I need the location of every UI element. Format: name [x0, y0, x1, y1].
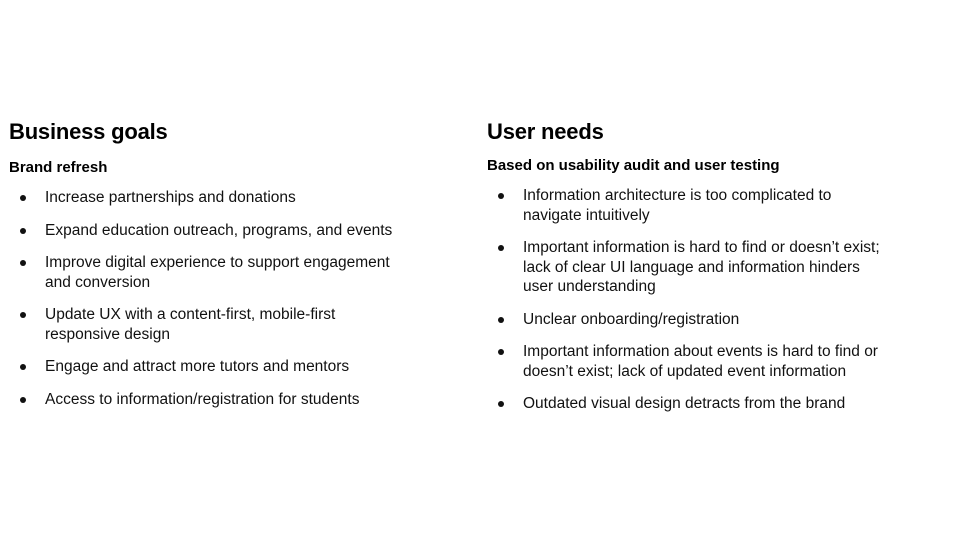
business-goals-heading: Business goals [9, 119, 168, 144]
bullet-icon [498, 245, 504, 251]
list-item-text: Update UX with a content-first, mobile-first responsive design [45, 306, 336, 343]
list-item-text: Unclear onboarding/registration [523, 310, 740, 328]
list-item [9, 253, 409, 292]
bullet-icon [20, 364, 26, 370]
business-goals-column [9, 118, 409, 422]
list-item-text: Outdated visual design detracts from the brand [523, 395, 846, 412]
list-item-text: Important information about events is hard to find or doesn’t exist; lack of updated event information [523, 343, 878, 380]
list-item-text: Increase partnerships and donations [45, 189, 296, 206]
list-item [487, 310, 887, 330]
list-item [9, 188, 409, 208]
bullet-icon [20, 228, 26, 234]
bullet-icon [498, 401, 504, 407]
list-item-text: Improve digital experience to support engagement and conversion [45, 254, 390, 291]
bullet-icon [20, 312, 26, 318]
list-item [487, 238, 887, 297]
list-item [9, 221, 409, 241]
list-item [487, 342, 887, 381]
list-item-text: Engage and attract more tutors and mentors [45, 358, 350, 375]
list-item-text: Expand education outreach, programs, and events [45, 221, 393, 239]
business-goals-subheading: Brand refresh [9, 159, 108, 176]
list-item-text: Access to information/registration for students [45, 390, 360, 408]
list-item [9, 357, 409, 377]
bullet-icon [20, 195, 26, 201]
bullet-icon [498, 349, 504, 355]
list-item [9, 390, 409, 410]
bullet-icon [498, 317, 504, 323]
list-item [9, 305, 409, 344]
user-needs-subheading: Based on usability audit and user testing [487, 157, 780, 174]
list-item-text: Important information is hard to find or doesn’t exist; lack of clear UI language and information hinders user understanding [523, 239, 880, 295]
user-needs-heading: User needs [487, 119, 604, 144]
bullet-icon [498, 193, 504, 199]
user-needs-list [487, 186, 887, 414]
bullet-icon [20, 260, 26, 266]
list-item-text: Information architecture is too complicated to navigate intuitively [523, 187, 832, 224]
list-item [487, 186, 887, 225]
business-goals-list [9, 188, 409, 409]
list-item [487, 394, 887, 414]
user-needs-column [487, 118, 887, 427]
bullet-icon [20, 397, 26, 403]
